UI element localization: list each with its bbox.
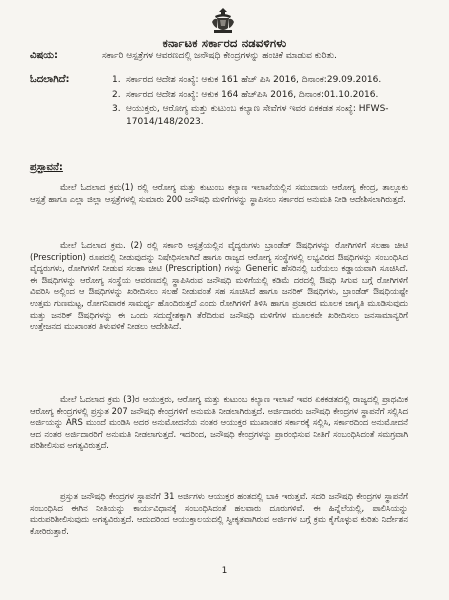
references-list bbox=[112, 74, 404, 130]
preamble-heading: ಪ್ರಸ್ತಾವನೆ: bbox=[30, 162, 63, 173]
preamble-paragraph-1: ಮೇಲೆ ಓದಲಾದ ಕ್ರಮ(1) ರಲ್ಲಿ ಆರೋಗ್ಯ ಮತ್ತು ಕುಟುಂಬ ಕಲ್ಯಾಣ ಇಲಾಖೆಯಲ್ಲಿನ ಸಮುದಾಯ ಆರೋಗ್ಯ ಕೇಂದ್ರ, ತಾಲ್ಲೂಕು ಆಸ್ಪತ್ರೆ ಹಾಗೂ ಎಲ್ಲಾ ಜಿಲ್ಲಾ ಆಸ್ಪತ್ರೆಗಳಲ್ಲಿ ಸುಮಾರು 200 ಜನೌಷಧಿ ಮಳಿಗೆಗಳನ್ನು ಸ್ಥಾಪಿಸಲು ಸರ್ಕಾರದ ಅನುಮತಿ ನೀಡಿ ಆದೇಶಿಸಲಾಗಿರುತ್ತದೆ. bbox=[30, 182, 408, 204]
preamble-paragraph-2: ಮೇಲೆ ಓದಲಾದ ಕ್ರಮ. (2) ರಲ್ಲಿ ಸರ್ಕಾರಿ ಆಸ್ಪತ್ರೆಯಲ್ಲಿನ ವೈದ್ಯರುಗಳು ಬ್ರಾಂಡೆಡ್ ಔಷಧಿಗಳನ್ನು ರೋಗಿಗಳಿಗೆ ಸಲಹಾ ಚೀಟಿ (Prescription) ರೂಪದಲ್ಲಿ ನೀಡುವುದನ್ನು ನಿಷೇಧಿಸಲಾಗಿದೆ ಹಾಗೂ ರಾಜ್ಯದ ಆರೋಗ್ಯ ಸಂಸ್ಥೆಗಳಲ್ಲಿ ಲಭ್ಯವಿರದ ಔಷಧಿಗಳನ್ನು ಸಂಬಂಧಿಸಿದ ವೈದ್ಯರುಗಳು, ರೋಗಿಗಳಿಗೆ ನೀಡುವ ಸಲಹಾ ಚೀಟಿ (Prescription) ಗಳನ್ನು Generic ಹೆಸರಿನಲ್ಲಿ ಬರೆಯಲು ಕಡ್ಡಾಯವಾಗಿ ಸೂಚಿಸಿದೆ. ಈ ಔಷಧಿಗಳನ್ನು ಆರೋಗ್ಯ ಸಂಸ್ಥೆಯ ಆವರಣದಲ್ಲಿ ಸ್ಥಾಪಿಸಿರುವ ಜನೌಷಧಿ ಮಳಿಗೆಯಲ್ಲಿ ಕಡಿಮೆ ದರದಲ್ಲಿ ಔಷಧಿ ಸಿಗುವ ಬಗ್ಗೆ ರೋಗಿಗಳಿಗೆ ವಿವರಿಸಿ ಅಲ್ಲಿಂದ ಆ ಔಷಧಿಗಳನ್ನು ಖರೀದಿಸಲು ಸಲಹೆ ನೀಡುವಂತೆ ಸಹ ಸೂಚಿಸಿದೆ ಹಾಗೂ ಜನರಿಕ್ ಔಷಧಿಗಳು, ಬ್ರಾಂಡೆಡ್ ಔಷಧಿಯಷ್ಟೇ ಉತ್ತಮ ಗುಣಮಟ್ಟ, ರೋಗನಿವಾರಕ ಸಾಮರ್ಥ್ಯ ಹೊಂದಿರುತ್ತದೆ ಎಂದು ರೋಗಿಗಳಿಗೆ ತಿಳಿಸಿ ಹಾಗೂ ಪ್ರಚಾರದ ಮೂಲಕ ಜಾಗೃತಿ ಮೂಡಿಸುವುದು ಮತ್ತು ಜನರಿಕ್ ಔಷಧಿಗಳನ್ನು ಈ ಒಂದು ಸದುದ್ದೇಶಕ್ಕಾಗಿ ತೆರೆದಿರುವ ಜನೌಷಧಿ ಮಳಿಗೆಗಳ ಮೂಲಕವೇ ಖರೀದಿಸಲು ಜನಸಾಮಾನ್ಯರಿಗೆ ಉತ್ತೇಜನದ ಮುಖಾಂತರ ತಿಳುವಳಿಕೆ ನೀಡಲು ಆದೇಶಿಸಿದೆ. bbox=[30, 240, 408, 332]
reference-number: 3. bbox=[112, 104, 121, 115]
reference-number: 2. bbox=[112, 89, 121, 100]
reference-item bbox=[112, 74, 404, 87]
preamble-paragraph-4: ಪ್ರಸ್ತುತ ಜನೌಷಧಿ ಕೇಂದ್ರಗಳ ಸ್ಥಾಪನೆಗೆ 31 ಅರ್ಜಿಗಳು ಆಯುಕ್ತರ ಹಂತದಲ್ಲಿ ಬಾಕಿ ಇರುತ್ತವೆ. ಸದರಿ ಜನೌಷಧಿ ಕೇಂದ್ರಗಳ ಸ್ಥಾಪನೆಗೆ ಸಂಬಂಧಿಸಿದ ಈಗಿನ ನೀತಿಯನ್ನು ಕಾರ್ಯವಿಧಾನಕ್ಕೆ ಸಂಬಂಧಿಸಿದಂತೆ ಹಲವಾರು ದೂರುಗಳಿವೆ. ಈ ಹಿನ್ನೆಲೆಯಲ್ಲಿ, ಪಾಲಿಸಿಯನ್ನು ಮರುಪರಿಶೀಲಿಸುವುದು ಅಗತ್ಯವಿರುತ್ತದೆ. ಆದುದರಿಂದ ಆಯುಕ್ತಾಲಯದಲ್ಲಿ ಸ್ವೀಕೃತವಾಗಿರುವ ಅರ್ಜಿಗಳ ಬಗ್ಗೆ ಕ್ರಮ ಕೈಗೊಳ್ಳುವ ಕುರಿತು ನಿರ್ದೇಶನ ಕೋರಿರುತ್ತಾರೆ. bbox=[30, 491, 408, 536]
subject-label: ವಿಷಯ: bbox=[30, 50, 58, 61]
document-title: ಕರ್ನಾಟಕ ಸರ್ಕಾರದ ನಡವಳಿಗಳು bbox=[162, 36, 287, 50]
subject-text: ಸರ್ಕಾರಿ ಆಸ್ಪತ್ರೆಗಳ ಆವರಣದಲ್ಲಿ ಜನೌಷಧಿ ಕೇಂದ್ರಗಳನ್ನು ಹಂಚಿಕೆ ಮಾಡುವ ಕುರಿತು. bbox=[102, 51, 337, 61]
reference-number: 1. bbox=[112, 75, 121, 85]
page-number: 1 bbox=[221, 566, 228, 576]
reference-item bbox=[112, 89, 404, 102]
references-label: ಓದಲಾಗಿದೆ: bbox=[30, 74, 70, 85]
karnataka-emblem-icon bbox=[208, 6, 238, 36]
reference-text: ಆಯುಕ್ತರು, ಆರೋಗ್ಯ ಮತ್ತು ಕುಟುಂಬ ಕಲ್ಯಾಣ ಸೇವೆಗಳ ಇವರ ಏಕಕಡತ ಸಂಖ್ಯೆ: HFWS-17014/148/2023. bbox=[126, 104, 389, 127]
reference-text: ಸರ್ಕಾರದ ಆದೇಶ ಸಂಖ್ಯೆ: ಆಕುಕ 164 ಹೆಚ್‌ಪಿಸಿ 2016, ದಿನಾಂಕ:01.10.2016. bbox=[126, 89, 379, 100]
preamble-paragraph-3: ಮೇಲೆ ಓದಲಾದ ಕ್ರಮ (3)ರ ಆಯುಕ್ತರು, ಆರೋಗ್ಯ ಮತ್ತು ಕುಟುಂಬ ಕಲ್ಯಾಣ ಇಲಾಖೆ ಇವರ ಏಕಕಡತದಲ್ಲಿ ರಾಜ್ಯದಲ್ಲಿ ಪ್ರಾಥಮಿಕ ಆರೋಗ್ಯ ಕೇಂದ್ರಗಳಲ್ಲಿ ಪ್ರಸ್ತುತ 207 ಜನೌಷಧಿ ಕೇಂದ್ರಗಳಿಗೆ ಅನುಮತಿ ನೀಡಲಾಗಿರುತ್ತದೆ. ಅರ್ಜಿದಾರರು ಜನೌಷಧಿ ಕೇಂದ್ರಗಳ ಸ್ಥಾಪನೆಗೆ ಸಲ್ಲಿಸಿದ ಅರ್ಜಿಯನ್ನು ARS ಮುಂದೆ ಮಂಡಿಸಿ ಅದರ ಅನುಮೋದನೆಯ ನಂತರ ಆಯುಕ್ತರ ಮುಖಾಂತರ ಸರ್ಕಾರಕ್ಕೆ ಸಲ್ಲಿಸಿ, ಸರ್ಕಾರದಿಂದ ಅನುಮೋದನೆ ಆದ ನಂತರ ಅರ್ಜಿದಾರರಿಗೆ ಅನುಮತಿ ನೀಡಲಾಗುತ್ತದೆ. ಇದರಿಂದ, ಜನೌಷಧಿ ಕೇಂದ್ರಗಳನ್ನು ಪ್ರಾರಂಭಿಸುವ ನೀತಿಗೆ ಸಂಬಂಧಿಸಿದಂತೆ ಸಮಗ್ರವಾಗಿ ಪರಿಶೀಲಿಸುವ ಅಗತ್ಯವಿರುತ್ತದೆ. bbox=[30, 394, 408, 451]
reference-text: ಸರ್ಕಾರದ ಆದೇಶ ಸಂಖ್ಯೆ: ಆಕುಕ 161 ಹೆಚ್ ಪಿಸಿ 2016, ದಿನಾಂಕ:29.09.2016. bbox=[126, 75, 382, 85]
reference-item bbox=[112, 103, 404, 128]
